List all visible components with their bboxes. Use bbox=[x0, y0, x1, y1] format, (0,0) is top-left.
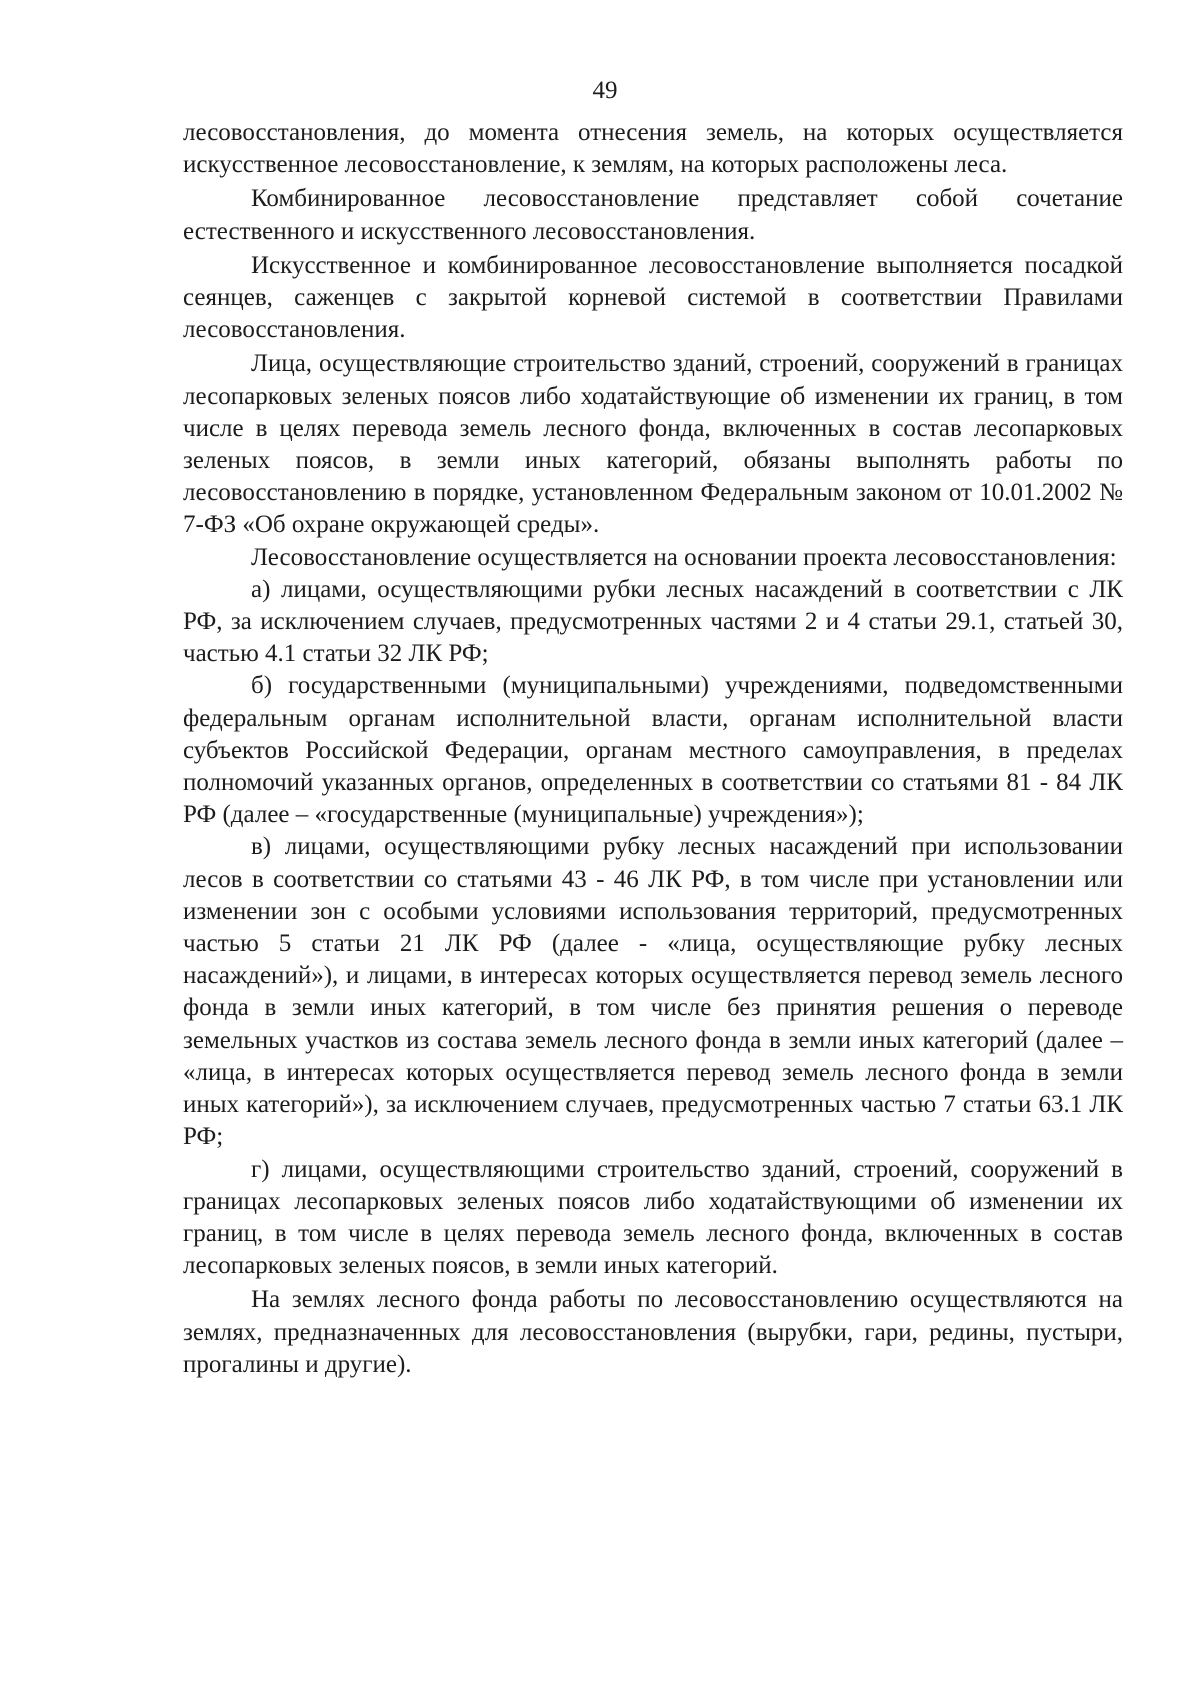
paragraph-project-basis: Лесовосстановление осуществляется на основании проекта лесовосстановления: bbox=[251, 543, 1117, 571]
list-item-b: б) государственными (муниципальными) учреждениями, подведомственными федеральным органам исполнительной власти, органам исполнительной власти субъектов Российской Федерации, органам местного самоуправления, в пределах полномочий указанных органов, определенных в соответствии со статьями 81 - 84 ЛК РФ (далее – «государственные (муниципальные) учреждения»); bbox=[183, 672, 1123, 829]
list-item-a: а) лицами, осуществляющими рубки лесных насаждений в соответствии с ЛК РФ, за исключением случаев, предусмотренных частями 2 и 4 статьи 29.1, статьей 30, частью 4.1 статьи 32 ЛК РФ; bbox=[183, 575, 1123, 668]
list-item-g: г) лицами, осуществляющими строительство зданий, строений, сооружений в границах лесопарковых зеленых поясов либо ходатайствующими об изменении их границ, в том числе в целях перевода земель лесного фонда, включенных в состав лесопарковых зеленых поясов, в земли иных категорий. bbox=[183, 1155, 1123, 1280]
paragraph-artificial-reforestation: Искусственное и комбинированное лесовосстановление выполняется посадкой сеянцев, саженцев с закрытой корневой системой в соответствии Правилами лесовосстановления. bbox=[183, 251, 1123, 344]
paragraph-combined-reforestation: Комбинированное лесовосстановление представляет собой сочетание естественного и искусственного лесовосстановления. bbox=[183, 185, 1123, 245]
page-number: 49 bbox=[592, 77, 618, 104]
paragraph-construction-obligations: Лица, осуществляющие строительство зданий, строений, сооружений в границах лесопарковых зеленых поясов либо ходатайствующие об изменении их границ, в том числе в целях перевода земель лесного фонда, включенных в состав лесопарковых зеленых поясов, в земли иных категорий, обязаны выполнять работы по лесовосстановлению в порядке, установленном Федеральным законом от 10.01.2002 № 7-ФЗ «Об охране окружающей среды». bbox=[183, 350, 1123, 539]
paragraph-continuation: лесовосстановления, до момента отнесения земель, на которых осуществляется искусственное лесовосстановление, к землям, на которых расположены леса. bbox=[183, 119, 1123, 179]
list-item-v: в) лицами, осуществляющими рубку лесных насаждений при использовании лесов в соответствии со статьями 43 - 46 ЛК РФ, в том числе при установлении или изменении зон с особыми условиями использования территорий, предусмотренных частью 5 статьи 21 ЛК РФ (далее - «лица, осуществляющие рубку лесных насаждений»), и лицами, в интересах которых осуществляется перевод земель лесного фонда в земли иных категорий, в том числе без принятия решения о переводе земельных участков из состава земель лесного фонда в земли иных категорий (далее – «лица, в интересах которых осуществляется перевод земель лесного фонда в земли иных категорий»), за исключением случаев, предусмотренных частью 7 статьи 63.1 ЛК РФ; bbox=[183, 833, 1123, 1151]
document-body bbox=[183, 117, 1123, 1381]
paragraph-forest-lands: На землях лесного фонда работы по лесовосстановлению осуществляются на землях, предназначенных для лесовосстановления (вырубки, гари, редины, пустыри, прогалины и другие). bbox=[183, 1286, 1123, 1378]
